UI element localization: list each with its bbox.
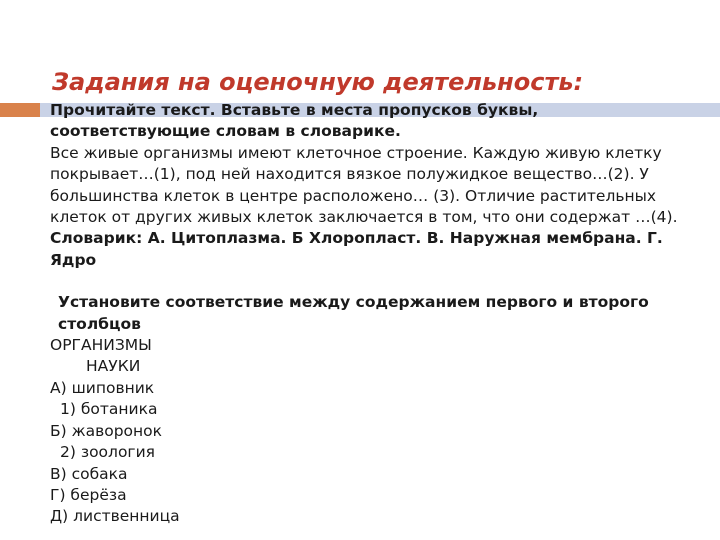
col2-header: НАУКИ [86, 357, 141, 376]
list-item: 2) зоология [60, 443, 155, 462]
task1-dictionary: Словарик: А. Цитоплазма. Б Хлоропласт. В. Наружная мембрана. Г. Ядро [50, 229, 663, 269]
slide-title: Задания на оценочную деятельность: [52, 68, 584, 96]
list-item: 1) ботаника [60, 400, 158, 419]
col1-header: ОРГАНИЗМЫ [50, 336, 152, 355]
slide-content [50, 100, 700, 528]
list-item: Г) берёза [50, 485, 127, 504]
list-item: Б) жаворонок [50, 421, 162, 440]
task1-instruction: Прочитайте текст. Вставьте в места пропусков буквы, соответствующие словам в словарике. [50, 101, 539, 141]
list-item: Д) лиственница [50, 507, 180, 526]
task1-text: Все живые организмы имеют клеточное строение. Каждую живую клетку покрывает…(1), под ней находится вязкое полужидкое вещество…(2). У большинства клеток в центре расположено… (3). Отличие растительных клеток от других живых клеток заключается в том, что они содержат …(4). [50, 143, 678, 227]
task2-instruction: Установите соответствие между содержанием первого и второго столбцов [58, 293, 649, 333]
list-item: А) шиповник [50, 378, 155, 397]
accent-bar-orange [0, 103, 40, 117]
list-item: В) собака [50, 464, 128, 483]
